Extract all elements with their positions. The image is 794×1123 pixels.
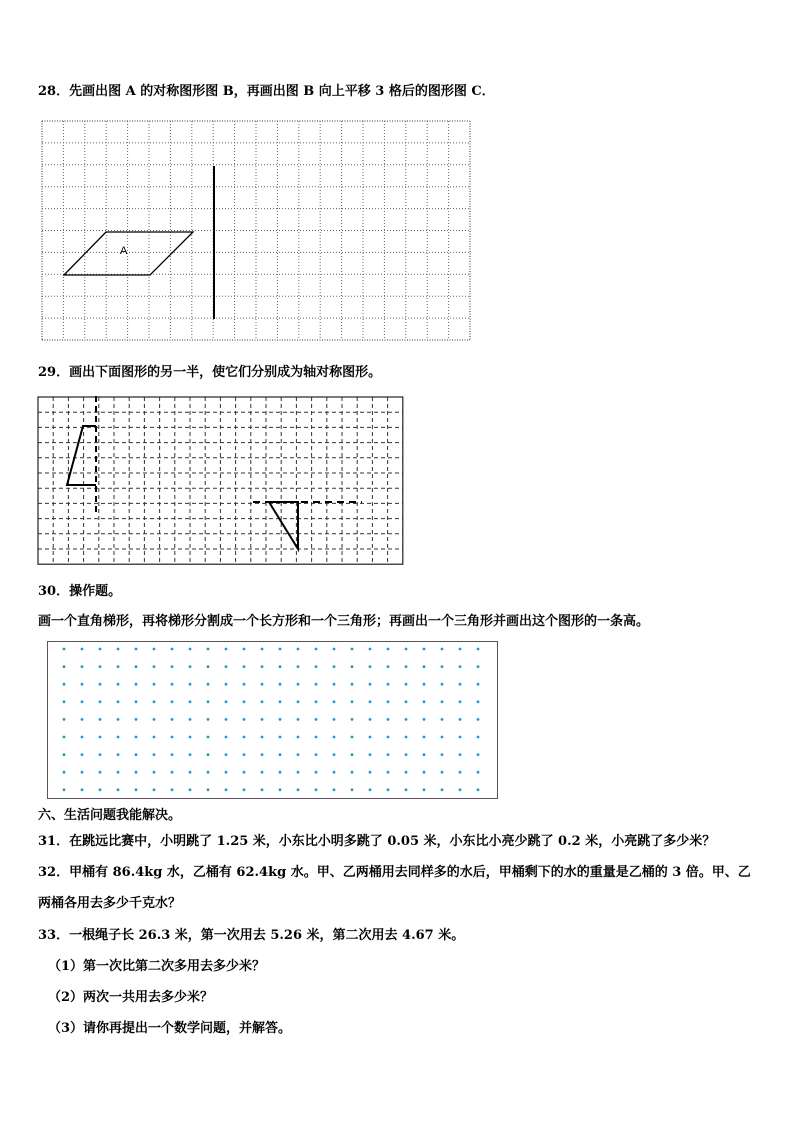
grid-dot: [243, 700, 246, 703]
grid-dot: [297, 648, 300, 651]
grid-dot: [405, 771, 408, 774]
grid-dot: [423, 788, 426, 791]
grid-dot: [315, 700, 318, 703]
grid-dot: [369, 718, 372, 721]
grid-dot: [297, 700, 300, 703]
grid-dot: [225, 683, 228, 686]
grid-dot: [99, 700, 102, 703]
grid-dot: [261, 753, 264, 756]
q32-line2: 两桶各用去多少千克水？: [38, 896, 182, 911]
grid-dot: [225, 700, 228, 703]
grid-dot: [261, 736, 264, 739]
grid-dot: [135, 753, 138, 756]
grid-dot: [423, 736, 426, 739]
grid-dot: [441, 683, 444, 686]
grid-dot: [171, 736, 174, 739]
grid-dot: [459, 788, 462, 791]
grid-dot: [351, 718, 354, 721]
grid-dot: [63, 788, 66, 791]
grid-dot: [369, 788, 372, 791]
grid-dot: [261, 771, 264, 774]
grid-dot: [135, 771, 138, 774]
grid-dot: [99, 683, 102, 686]
grid-dot: [297, 665, 300, 668]
grid-dot: [171, 665, 174, 668]
grid-dot: [351, 700, 354, 703]
grid-dot: [153, 700, 156, 703]
grid-dot: [189, 665, 192, 668]
grid-dot: [99, 788, 102, 791]
grid-dot: [189, 753, 192, 756]
grid-dot: [153, 718, 156, 721]
grid-dot: [153, 788, 156, 791]
grid-dot: [99, 665, 102, 668]
grid-dot: [261, 718, 264, 721]
grid-dot: [81, 665, 84, 668]
grid-dot: [225, 788, 228, 791]
grid-dot: [189, 788, 192, 791]
grid-dot: [333, 665, 336, 668]
grid-dot: [477, 700, 480, 703]
grid-dot: [243, 683, 246, 686]
grid-dot: [423, 700, 426, 703]
grid-dot: [63, 736, 66, 739]
grid-dot: [135, 788, 138, 791]
grid-dot: [333, 788, 336, 791]
grid-dot: [171, 683, 174, 686]
grid-dot: [99, 736, 102, 739]
grid-dot: [99, 648, 102, 651]
grid-dot: [135, 736, 138, 739]
grid-dot: [279, 718, 282, 721]
grid-dot: [81, 788, 84, 791]
grid-dot: [279, 788, 282, 791]
grid-dot: [171, 718, 174, 721]
grid-dot: [387, 665, 390, 668]
grid-dot: [243, 665, 246, 668]
grid-dot: [243, 788, 246, 791]
grid-dot: [135, 683, 138, 686]
grid-dot: [315, 771, 318, 774]
q28-text: 28．先画出图 A 的对称图形图 B，再画出图 B 向上平移 3 格后的图形图 C．: [38, 84, 495, 99]
grid-dot: [387, 753, 390, 756]
grid-dot: [243, 771, 246, 774]
grid-dot: [261, 648, 264, 651]
grid-dot: [171, 648, 174, 651]
grid-dot: [171, 788, 174, 791]
q30-title: 30．操作题。: [38, 584, 122, 599]
grid-dot: [279, 700, 282, 703]
q28-parallelogram-a: [64, 232, 193, 275]
grid-dot: [261, 788, 264, 791]
grid-dot: [369, 753, 372, 756]
grid-dot: [423, 753, 426, 756]
q28-shape-label: A: [120, 245, 128, 257]
grid-dot: [315, 753, 318, 756]
q28-grid[interactable]: [40, 119, 474, 345]
grid-dot: [351, 771, 354, 774]
grid-dot: [351, 665, 354, 668]
grid-dot: [423, 648, 426, 651]
q33-text: 33．一根绳子长 26.3 米，第一次用去 5.26 米，第二次用去 4.67 米。: [38, 928, 465, 943]
grid-dot: [243, 753, 246, 756]
grid-dot: [63, 771, 66, 774]
grid-dot: [153, 753, 156, 756]
grid-dot: [207, 753, 210, 756]
grid-dot: [369, 700, 372, 703]
grid-dot: [387, 718, 390, 721]
grid-dot: [387, 771, 390, 774]
grid-dot: [207, 736, 210, 739]
grid-dot: [405, 753, 408, 756]
grid-dot: [297, 683, 300, 686]
grid-dot: [387, 700, 390, 703]
grid-dot: [117, 788, 120, 791]
grid-dot: [63, 718, 66, 721]
grid-dot: [297, 718, 300, 721]
grid-dot: [117, 700, 120, 703]
grid-dot: [351, 648, 354, 651]
grid-dot: [153, 665, 156, 668]
grid-dot: [441, 648, 444, 651]
grid-dot: [243, 718, 246, 721]
grid-dot: [387, 736, 390, 739]
grid-dot: [207, 788, 210, 791]
grid-dot: [459, 753, 462, 756]
grid-dot: [225, 665, 228, 668]
grid-dot: [207, 718, 210, 721]
grid-dot: [279, 648, 282, 651]
grid-dot: [207, 771, 210, 774]
grid-dot: [189, 683, 192, 686]
grid-dot: [153, 736, 156, 739]
grid-dot: [261, 683, 264, 686]
grid-dot: [423, 665, 426, 668]
grid-dot: [99, 753, 102, 756]
q33-sub2: （2）两次一共用去多少米？: [48, 990, 214, 1005]
grid-dot: [207, 683, 210, 686]
grid-dot: [99, 718, 102, 721]
q33-sub3: （3）请你再提出一个数学问题，并解答。: [48, 1021, 292, 1036]
q29-grid-lines: [38, 397, 403, 564]
grid-dot: [423, 718, 426, 721]
grid-dot: [477, 718, 480, 721]
grid-dot: [279, 771, 282, 774]
q30-dot-grid[interactable]: [47, 641, 498, 799]
grid-dot: [117, 718, 120, 721]
q30-text: 画一个直角梯形，再将梯形分割成一个长方形和一个三角形；再画出一个三角形并画出这个图形的一条高。: [38, 614, 650, 629]
grid-dot: [351, 753, 354, 756]
grid-dot: [225, 718, 228, 721]
grid-dot: [117, 683, 120, 686]
grid-dot: [369, 648, 372, 651]
grid-dot: [189, 736, 192, 739]
grid-dot: [63, 700, 66, 703]
grid-dot: [279, 665, 282, 668]
grid-dot: [63, 665, 66, 668]
grid-dot: [315, 683, 318, 686]
grid-dot: [459, 683, 462, 686]
grid-dot: [297, 753, 300, 756]
grid-dot: [333, 683, 336, 686]
grid-dot: [351, 683, 354, 686]
grid-dot: [477, 683, 480, 686]
grid-dot: [369, 771, 372, 774]
q29-half-triangle: [269, 502, 298, 549]
grid-dot: [63, 648, 66, 651]
grid-dot: [387, 648, 390, 651]
grid-dot: [459, 648, 462, 651]
grid-dot: [171, 753, 174, 756]
grid-dot: [63, 753, 66, 756]
grid-dot: [459, 665, 462, 668]
grid-dot: [153, 771, 156, 774]
q29-half-trapezoid: [67, 426, 96, 485]
grid-dot: [261, 665, 264, 668]
grid-dot: [225, 753, 228, 756]
grid-dot: [315, 736, 318, 739]
grid-dot: [171, 700, 174, 703]
grid-dot: [423, 683, 426, 686]
grid-dot: [279, 683, 282, 686]
grid-dot: [297, 736, 300, 739]
grid-dot: [333, 736, 336, 739]
grid-dot: [225, 771, 228, 774]
q33-sub1: （1）第一次比第二次多用去多少米？: [48, 959, 266, 974]
grid-dot: [81, 736, 84, 739]
q29-text: 29．画出下面图形的另一半，使它们分别成为轴对称图形。: [38, 365, 382, 380]
grid-dot: [405, 718, 408, 721]
grid-dot: [423, 771, 426, 774]
grid-dot: [459, 718, 462, 721]
grid-dot: [333, 771, 336, 774]
grid-dot: [117, 771, 120, 774]
grid-dot: [405, 648, 408, 651]
grid-dot: [315, 665, 318, 668]
grid-dot: [153, 683, 156, 686]
grid-dot: [441, 665, 444, 668]
grid-dot: [135, 665, 138, 668]
grid-dot: [135, 700, 138, 703]
q29-grid[interactable]: [37, 396, 405, 566]
grid-dot: [477, 648, 480, 651]
grid-dot: [81, 648, 84, 651]
grid-dot: [477, 736, 480, 739]
grid-dot: [477, 788, 480, 791]
q28-grid-lines: [42, 121, 470, 340]
grid-dot: [99, 771, 102, 774]
grid-dot: [459, 700, 462, 703]
grid-dot: [207, 700, 210, 703]
grid-dot: [387, 683, 390, 686]
grid-dot: [171, 771, 174, 774]
grid-dot: [441, 771, 444, 774]
grid-dot: [405, 736, 408, 739]
grid-dot: [441, 718, 444, 721]
grid-dot: [477, 665, 480, 668]
grid-dot: [333, 753, 336, 756]
grid-dot: [405, 700, 408, 703]
q30-frame: [48, 642, 498, 799]
grid-dot: [189, 648, 192, 651]
grid-dot: [207, 648, 210, 651]
grid-dot: [207, 665, 210, 668]
grid-dot: [225, 648, 228, 651]
grid-dot: [135, 718, 138, 721]
grid-dot: [387, 788, 390, 791]
grid-dot: [369, 683, 372, 686]
grid-dot: [135, 648, 138, 651]
grid-dot: [459, 771, 462, 774]
grid-dot: [477, 771, 480, 774]
grid-dot: [117, 665, 120, 668]
grid-dot: [351, 788, 354, 791]
grid-dot: [153, 648, 156, 651]
grid-dot: [297, 788, 300, 791]
grid-dot: [351, 736, 354, 739]
grid-dot: [189, 700, 192, 703]
grid-dot: [117, 736, 120, 739]
grid-dot: [189, 771, 192, 774]
grid-dot: [297, 771, 300, 774]
grid-dot: [225, 736, 228, 739]
grid-dot: [405, 788, 408, 791]
grid-dot: [441, 788, 444, 791]
grid-dot: [243, 736, 246, 739]
grid-dot: [441, 700, 444, 703]
grid-dot: [333, 648, 336, 651]
grid-dot: [477, 753, 480, 756]
section6-title: 六、生活问题我能解决。: [38, 808, 182, 823]
grid-dot: [369, 665, 372, 668]
grid-dot: [117, 753, 120, 756]
grid-dot: [369, 736, 372, 739]
grid-dot: [261, 700, 264, 703]
grid-dot: [279, 736, 282, 739]
grid-dot: [81, 771, 84, 774]
grid-dot: [459, 736, 462, 739]
grid-dot: [117, 648, 120, 651]
grid-dot: [441, 753, 444, 756]
grid-dot: [315, 718, 318, 721]
grid-dot: [315, 648, 318, 651]
grid-dot: [405, 665, 408, 668]
grid-dot: [279, 753, 282, 756]
grid-dot: [333, 700, 336, 703]
grid-dot: [405, 683, 408, 686]
q32-line1: 32．甲桶有 86.4kg 水，乙桶有 62.4kg 水。甲、乙两桶用去同样多的水后，甲桶剩下的水的重量是乙桶的 3 倍。甲、乙: [38, 865, 751, 880]
grid-dot: [243, 648, 246, 651]
grid-dot: [81, 700, 84, 703]
grid-dot: [441, 736, 444, 739]
grid-dot: [189, 718, 192, 721]
grid-dot: [81, 718, 84, 721]
grid-dot: [63, 683, 66, 686]
q31-text: 31．在跳远比赛中，小明跳了 1.25 米，小东比小明多跳了 0.05 米，小东比小亮少跳了 0.2 米，小亮跳了多少米？: [38, 834, 716, 849]
grid-dot: [81, 753, 84, 756]
grid-dot: [81, 683, 84, 686]
grid-dot: [315, 788, 318, 791]
grid-dot: [333, 718, 336, 721]
